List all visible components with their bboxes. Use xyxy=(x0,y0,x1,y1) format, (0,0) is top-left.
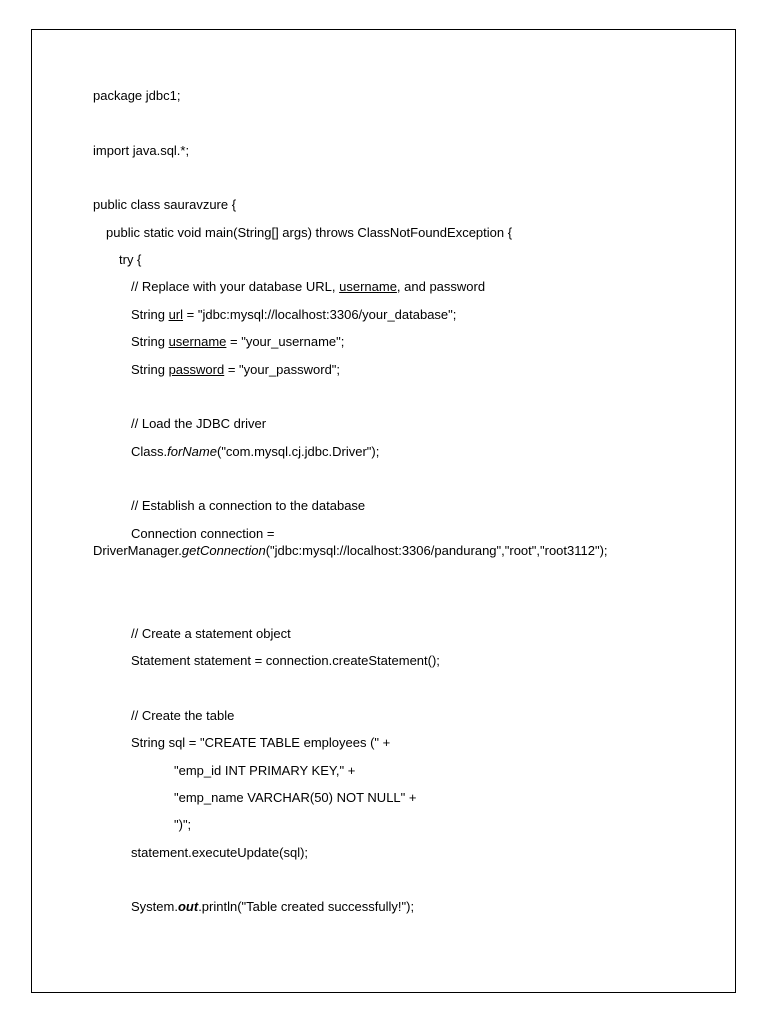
url-line-text-a: String xyxy=(131,307,169,322)
username-line xyxy=(131,334,344,350)
main-method-line: public static void main(String[] args) throws ClassNotFoundException { xyxy=(106,225,513,240)
println-line-text-a: System. xyxy=(131,899,178,914)
class-declaration-line: public class sauravzure { xyxy=(93,197,237,212)
password-line xyxy=(131,362,340,378)
username-line-text-a: String xyxy=(131,334,169,349)
connection-line-italic: getConnection xyxy=(181,543,266,558)
comment-replace-line xyxy=(131,279,485,295)
password-line-underlined: password xyxy=(168,362,225,377)
forname-line-italic: forName xyxy=(167,444,217,459)
sql-close-line: ")"; xyxy=(174,817,192,832)
println-line-text-b: .println("Table created successfully!"); xyxy=(198,899,415,914)
comment-replace-underlined: username xyxy=(339,279,397,294)
comment-table-line: // Create the table xyxy=(131,708,235,723)
username-line-text-b: = "your_username"; xyxy=(226,334,345,349)
forname-line-text-a: Class. xyxy=(131,444,168,459)
connection-line-1: Connection connection = xyxy=(131,526,275,541)
connection-line-text-b: ("jdbc:mysql://localhost:3306/pandurang","root","root3112"); xyxy=(265,543,608,558)
forname-line xyxy=(131,444,379,460)
username-line-underlined: username xyxy=(168,334,227,349)
emp-id-line: "emp_id INT PRIMARY KEY," + xyxy=(174,763,356,778)
sql-line: String sql = "CREATE TABLE employees (" + xyxy=(131,735,391,750)
connection-line-text-a: DriverManager. xyxy=(93,543,182,558)
execute-line: statement.executeUpdate(sql); xyxy=(131,845,309,860)
connection-line-2 xyxy=(93,543,608,559)
forname-line-text-b: ("com.mysql.cj.jdbc.Driver"); xyxy=(216,444,380,459)
statement-line: Statement statement = connection.createStatement(); xyxy=(131,653,440,668)
url-line xyxy=(131,307,456,323)
url-line-text-b: = "jdbc:mysql://localhost:3306/your_database"; xyxy=(183,307,457,322)
comment-statement-line: // Create a statement object xyxy=(131,626,291,641)
comment-replace-text-a: // Replace with your database URL, xyxy=(131,279,340,294)
password-line-text-b: = "your_password"; xyxy=(224,362,341,377)
comment-replace-text-b: , and password xyxy=(396,279,486,294)
println-line xyxy=(131,899,414,915)
package-line: package jdbc1; xyxy=(93,88,181,103)
import-line: import java.sql.*; xyxy=(93,143,190,158)
password-line-text-a: String xyxy=(131,362,169,377)
try-line: try { xyxy=(119,252,142,267)
url-line-underlined: url xyxy=(168,307,184,322)
emp-name-line: "emp_name VARCHAR(50) NOT NULL" + xyxy=(174,790,417,805)
comment-load-line: // Load the JDBC driver xyxy=(131,416,267,431)
comment-establish-line: // Establish a connection to the database xyxy=(131,498,366,513)
println-line-bold-italic: out xyxy=(177,899,199,914)
